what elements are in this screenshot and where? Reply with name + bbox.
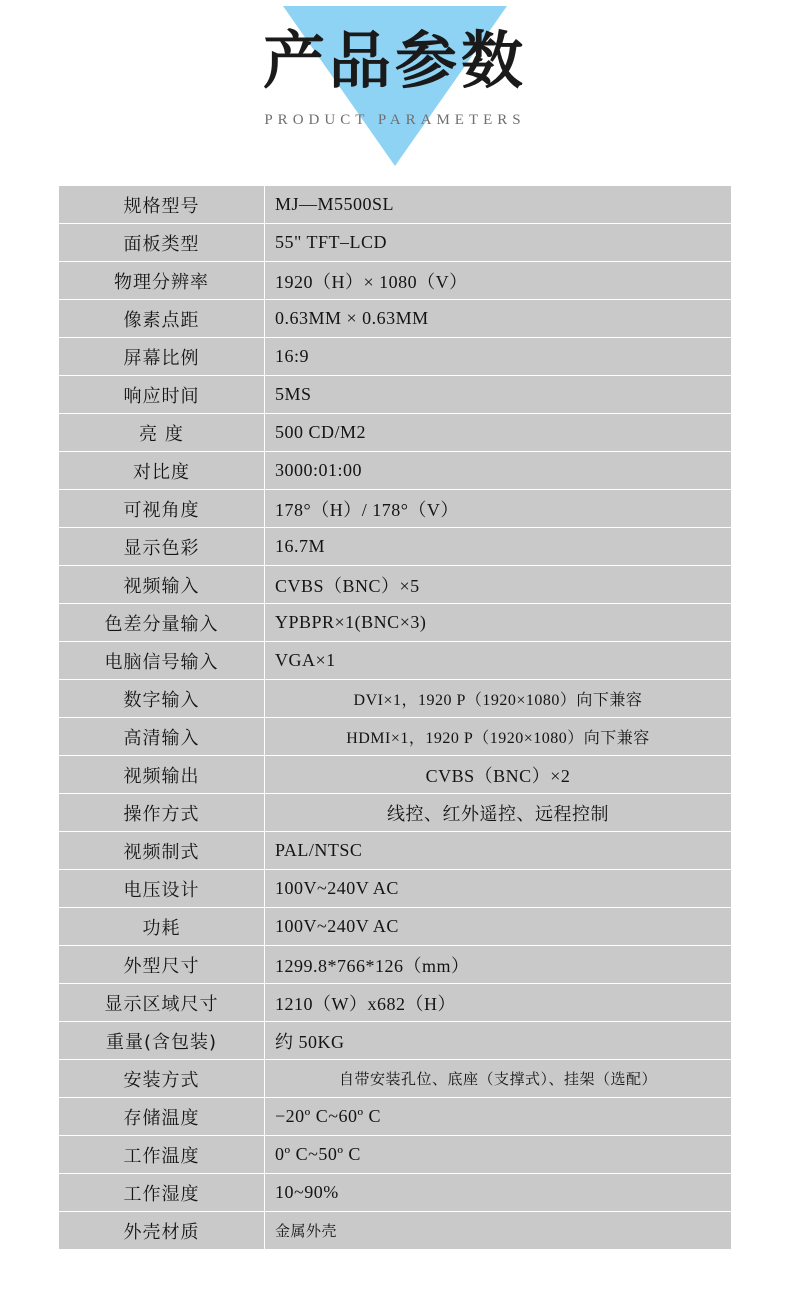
row-label: 电压设计 [59, 870, 265, 908]
row-value: 55" TFT–LCD [265, 224, 732, 262]
table-row [59, 566, 732, 604]
table-row [59, 262, 732, 300]
table-row [59, 680, 732, 718]
table-row [59, 186, 732, 224]
table-row [59, 642, 732, 680]
row-label: 外壳材质 [59, 1212, 265, 1250]
row-value: 金属外壳 [265, 1212, 732, 1250]
row-label: 屏幕比例 [59, 338, 265, 376]
page-title: 产品参数 [262, 24, 527, 97]
table-row [59, 1098, 732, 1136]
row-label: 规格型号 [59, 186, 265, 224]
row-value: 1210（W）x682（H） [265, 984, 732, 1022]
table-row [59, 908, 732, 946]
table-row [59, 528, 732, 566]
row-label: 功耗 [59, 908, 265, 946]
table-row [59, 718, 732, 756]
table-row [59, 1212, 732, 1250]
row-label: 操作方式 [59, 794, 265, 832]
specifications-table [58, 185, 732, 1250]
row-value: CVBS（BNC）×2 [265, 756, 732, 794]
row-label: 可视角度 [59, 490, 265, 528]
row-label: 高清输入 [59, 718, 265, 756]
row-value: 100V~240V AC [265, 870, 732, 908]
row-value: YPBPR×1(BNC×3) [265, 604, 732, 642]
page-header [0, 0, 790, 185]
table-row [59, 946, 732, 984]
table-row [59, 984, 732, 1022]
row-value: 10~90% [265, 1174, 732, 1212]
row-label: 显示区域尺寸 [59, 984, 265, 1022]
row-value: 3000:01:00 [265, 452, 732, 490]
row-value: 约 50KG [265, 1022, 732, 1060]
table-row [59, 300, 732, 338]
row-value: 100V~240V AC [265, 908, 732, 946]
specifications-table-body [59, 186, 732, 1250]
row-label: 重量(含包装) [59, 1022, 265, 1060]
row-label: 视频输出 [59, 756, 265, 794]
row-value: 自带安装孔位、底座（支撑式）、挂架（选配） [265, 1060, 732, 1098]
row-value: 1920（H）× 1080（V） [265, 262, 732, 300]
row-value: 178°（H）/ 178°（V） [265, 490, 732, 528]
table-row [59, 490, 732, 528]
table-row [59, 1022, 732, 1060]
row-value: 16.7M [265, 528, 732, 566]
table-row [59, 1136, 732, 1174]
table-row [59, 1174, 732, 1212]
row-label: 显示色彩 [59, 528, 265, 566]
row-value: CVBS（BNC）×5 [265, 566, 732, 604]
row-label: 电脑信号输入 [59, 642, 265, 680]
table-row [59, 756, 732, 794]
row-label: 视频制式 [59, 832, 265, 870]
table-row [59, 224, 732, 262]
row-label: 外型尺寸 [59, 946, 265, 984]
table-row [59, 604, 732, 642]
row-value: 0º C~50º C [265, 1136, 732, 1174]
row-value: DVI×1，1920 P（1920×1080）向下兼容 [265, 680, 732, 718]
table-row [59, 870, 732, 908]
row-value: MJ—M5500SL [265, 186, 732, 224]
table-row [59, 794, 732, 832]
row-label: 色差分量输入 [59, 604, 265, 642]
row-value: 线控、红外遥控、远程控制 [265, 794, 732, 832]
row-label: 工作温度 [59, 1136, 265, 1174]
row-label: 存储温度 [59, 1098, 265, 1136]
page-subtitle: PRODUCT PARAMETERS [264, 112, 526, 128]
table-row [59, 376, 732, 414]
row-value: HDMI×1，1920 P（1920×1080）向下兼容 [265, 718, 732, 756]
row-label: 响应时间 [59, 376, 265, 414]
row-label: 物理分辨率 [59, 262, 265, 300]
row-value: VGA×1 [265, 642, 732, 680]
row-value: 0.63MM × 0.63MM [265, 300, 732, 338]
row-value: 16:9 [265, 338, 732, 376]
table-row [59, 414, 732, 452]
row-label: 亮 度 [59, 414, 265, 452]
table-row [59, 832, 732, 870]
row-label: 数字输入 [59, 680, 265, 718]
row-label: 工作湿度 [59, 1174, 265, 1212]
table-row [59, 452, 732, 490]
row-value: −20º C~60º C [265, 1098, 732, 1136]
row-label: 面板类型 [59, 224, 265, 262]
row-value: 1299.8*766*126（mm） [265, 946, 732, 984]
row-label: 对比度 [59, 452, 265, 490]
row-label: 像素点距 [59, 300, 265, 338]
row-value: PAL/NTSC [265, 832, 732, 870]
table-row [59, 1060, 732, 1098]
row-label: 视频输入 [59, 566, 265, 604]
row-value: 500 CD/M2 [265, 414, 732, 452]
row-value: 5MS [265, 376, 732, 414]
table-row [59, 338, 732, 376]
row-label: 安装方式 [59, 1060, 265, 1098]
